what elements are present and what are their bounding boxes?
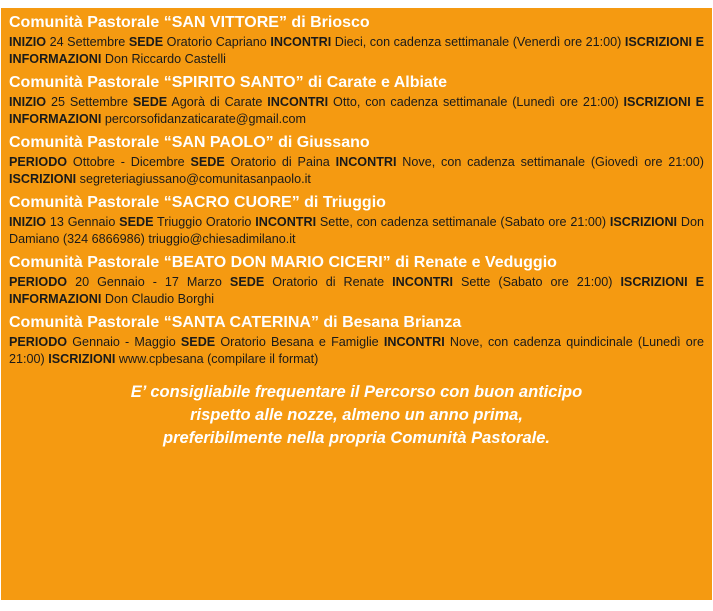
- detail-label: INCONTRI: [392, 275, 453, 289]
- detail-value: percorsofidanzaticarate@gmail.com: [101, 111, 306, 126]
- detail-value: Otto, con cadenza settimanale (Lunedì ore 21:00): [328, 95, 624, 109]
- detail-label: SEDE: [132, 95, 168, 109]
- detail-value: Ottobre - Dicembre: [67, 155, 191, 169]
- entry-title: Comunità Pastorale “SPIRITO SANTO” di Carate e Albiate: [9, 74, 448, 91]
- detail-value: Oratorio di Renate: [264, 275, 393, 289]
- entry-title: Comunità Pastorale “SACRO CUORE” di Triuggio: [9, 194, 386, 211]
- detail-value: 20 Gennaio - 17 Marzo: [67, 275, 230, 289]
- detail-label: INIZIO: [9, 35, 47, 49]
- entry-list: [9, 13, 704, 367]
- detail-label: PERIODO: [9, 275, 68, 289]
- entry-details: [9, 334, 704, 367]
- detail-value: segreteriagiussano@comunitasanpaolo.it: [76, 171, 311, 186]
- detail-label: INCONTRI: [255, 215, 317, 229]
- detail-label: INCONTRI: [267, 95, 329, 109]
- pastoral-community-entry: [9, 13, 704, 67]
- detail-value: Don Riccardo Castelli: [101, 51, 226, 66]
- detail-label: INIZIO: [9, 95, 47, 109]
- detail-value: Nove, con cadenza settimanale (Giovedì ore 21:00): [396, 155, 704, 169]
- entry-title: Comunità Pastorale “SANTA CATERINA” di Besana Brianza: [9, 314, 462, 331]
- closing-line-1: E’ consigliabile frequentare il Percorso con buon anticipo: [130, 383, 583, 401]
- detail-value: Triuggio Oratorio: [153, 215, 256, 229]
- detail-value: 25 Settembre: [46, 95, 133, 109]
- entry-details: [9, 274, 704, 307]
- info-panel: [1, 8, 712, 600]
- detail-label: INIZIO: [9, 215, 47, 229]
- entry-details: [9, 154, 704, 187]
- detail-label: ISCRIZIONI E INFORMAZIONI: [9, 95, 705, 126]
- detail-value: Oratorio Capriano: [163, 35, 271, 49]
- pastoral-community-entry: [9, 253, 704, 307]
- detail-label: SEDE: [229, 275, 265, 289]
- detail-label: ISCRIZIONI: [9, 171, 77, 186]
- detail-value: Don Damiano (324 6866986) triuggio@chiesadimilano.it: [9, 215, 704, 246]
- pastoral-community-entry: [9, 193, 704, 247]
- detail-label: SEDE: [190, 155, 225, 169]
- detail-value: www.cpbesana (compilare il format): [115, 351, 319, 366]
- detail-label: SEDE: [128, 35, 164, 49]
- detail-value: Nove, con cadenza quindicinale (Lunedì ore 21:00): [9, 335, 704, 366]
- detail-label: INCONTRI: [270, 35, 332, 49]
- closing-line-3: preferibilmente nella propria Comunità Pastorale.: [163, 429, 550, 447]
- entry-title: Comunità Pastorale “SAN VITTORE” di Briosco: [9, 14, 370, 31]
- detail-label: ISCRIZIONI E INFORMAZIONI: [9, 35, 704, 66]
- detail-value: Oratorio di Paina: [224, 155, 336, 169]
- detail-value: Sette, con cadenza settimanale (Sabato ore 21:00): [316, 215, 610, 229]
- detail-label: ISCRIZIONI E INFORMAZIONI: [9, 275, 705, 306]
- entry-details: [9, 214, 704, 247]
- detail-label: ISCRIZIONI: [48, 351, 116, 366]
- detail-label: SEDE: [180, 335, 216, 349]
- closing-line-2: rispetto alle nozze, almeno un anno prima,: [190, 406, 523, 424]
- entry-title: Comunità Pastorale “SAN PAOLO” di Giussano: [9, 134, 370, 151]
- detail-label: PERIODO: [9, 335, 68, 349]
- pastoral-community-entry: [9, 133, 704, 187]
- detail-value: Agorà di Carate: [167, 95, 268, 109]
- entry-details: [9, 34, 704, 67]
- detail-value: 13 Gennaio: [46, 215, 120, 229]
- detail-value: 24 Settembre: [46, 35, 129, 49]
- closing-note: [9, 381, 704, 450]
- detail-value: Dieci, con cadenza settimanale (Venerdì ore 21:00): [331, 35, 625, 49]
- pastoral-community-entry: [9, 73, 704, 127]
- detail-value: Gennaio - Maggio: [67, 335, 181, 349]
- detail-label: PERIODO: [9, 155, 68, 169]
- detail-label: INCONTRI: [335, 155, 397, 169]
- entry-details: [9, 94, 704, 127]
- pastoral-community-entry: [9, 313, 704, 367]
- detail-label: ISCRIZIONI: [609, 215, 678, 229]
- detail-label: INCONTRI: [383, 335, 445, 349]
- detail-label: SEDE: [119, 215, 154, 229]
- detail-value: Oratorio Besana e Famiglie: [215, 335, 384, 349]
- detail-value: Don Claudio Borghi: [101, 291, 215, 306]
- detail-value: Sette (Sabato ore 21:00): [453, 275, 621, 289]
- entry-title: Comunità Pastorale “BEATO DON MARIO CICERI” di Renate e Veduggio: [9, 254, 557, 271]
